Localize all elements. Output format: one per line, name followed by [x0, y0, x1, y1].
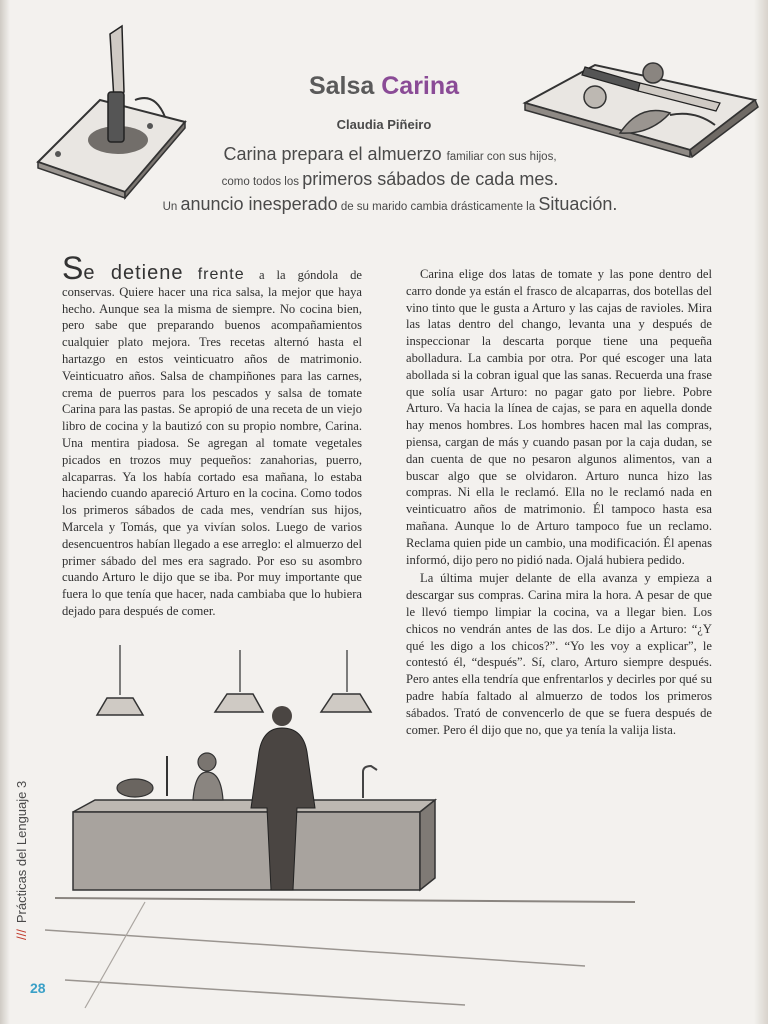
right-paragraph-2: La última mujer delante de ella avanza y empieza a descargar sus compras. Carina mira la hora. A pesar de que le llevó tiempo limpiar la cocina, va a llegar bien. Los chicos no vendrán antes de las dos. Le dijo a Arturo: “¿Y qué les digo a los chicos?”. “Yo les voy a explicar”, le contestó él, “después”. Sí, claro, Arturo siempre después. Pero antes ella tendría que enfrentarlos y decirles por qué su padre había faltado al almuerzo de todos los primeros sábados. Trató de convencerlo de que se fuera después de comer. Pero él dijo que no, que ya tenía la valija lista.	[406, 571, 712, 737]
right-paragraph-1: Carina elige dos latas de tomate y las pone dentro del carro donde ya están el frasco de alcaparras, dos botellas del vino tinto que le gusta a Arturo y las cajas de ravioles. Mira las latas dentro del chango, levanta una y después de inspeccionar la descarta porque tiene una pequeña abolladura. La cambia por otra. Por qué escoger una lata abollada si la cobran igual que las sanas. Recuerda una frase que solía usar Arturo: no pagar gato por liebre. Pobre Arturo. Va hacia la línea de cajas, se para en aquella donde hay menos hombres. Los hombres hacen mal las compras, piensa, cargan de más y cuando pasan por la caja dudan, se dan cuenta de que no pesaron algunos alimentos, van a buscar algo que se olvidaron. Arturo nunca hizo las compras. Ni ella le reclamó. Ella no le reclamó nada en veinticuatro años de matrimonio. Él tampoco hasta esa mañana. Aunque lo de Arturo tampoco fue un reclamo. Reclama quien pide un cambio, una modificación. Él apenas informó, dijo pero no pidió nada. Ojalá hubiera pedido.	[406, 267, 712, 567]
book-title: Prácticas del Lenguaje 3	[14, 780, 29, 924]
lead-l1b: prepara el almuerzo	[276, 144, 447, 164]
page-edge-left	[0, 0, 10, 1024]
slash-marker: ///	[14, 929, 29, 940]
lead-in-text-2: frente	[183, 266, 259, 283]
book-title-label	[14, 781, 29, 940]
lead-in-text: e detiene	[83, 262, 184, 284]
left-column-text: a la góndola de conservas. Quiere hacer una rica salsa, la mejor que haya hecho. Aunque sea la misma de siempre. No cocina bien, pero sabe que preparando buenos acompañamientos cualquier plato mejora. Tres recetas alternó hasta el hartazgo en estos veinticuatro años de matrimonio. Veinticuatro años. Salsa de champiñones para las carnes, crema de puerros para los pescados y salsa de tomate Carina para las pastas. Se apropió de una receta de un viejo libro de cocina y la bautizó con su propio nombre, Carina. Una mentira piadosa. Se agregan al tomate vegetales picados en trozos muy pequeños: zanahorias, puerro, alcaparras. Ya los había cortado esa mañana, lo estaba haciendo cuando apareció Arturo en la cocina. Como todos los primeros sábados de cada mes, vendrían sus hijos, Marcela y Tomás, que ya vivían solos. Luego de varios desencuentros habían llegado a ese arreglo: el almuerzo del primer sábado del mes era sagrado. Por eso su asombro cuando Arturo le dijo que se iba. Por muy importante que fuera lo que tenía que hacer, nada cambiaba que lo hubiera dejado para después de comer.	[62, 268, 362, 618]
lead-l2a: como todos los	[221, 176, 303, 188]
lead-l3d: Situación.	[538, 194, 618, 214]
left-column	[62, 250, 362, 622]
kitchen-scene-illustration	[45, 640, 645, 1010]
lead-l3c: de su marido cambia drásticamente la	[337, 201, 539, 213]
story-title-plain: Salsa	[308, 72, 382, 100]
lead-line-1	[140, 143, 640, 168]
page-number: 28	[30, 980, 46, 996]
story-title-accent: Carina	[381, 72, 460, 100]
lead-l3a: Un	[162, 201, 181, 213]
story-title	[0, 72, 768, 101]
drop-cap: S	[62, 250, 84, 286]
lead-line-2	[140, 168, 640, 193]
lead-l3b: anuncio inesperado	[180, 194, 338, 214]
lead-l2b: primeros sábados de cada mes.	[302, 169, 559, 189]
lead-line-3	[140, 193, 640, 218]
left-paragraph	[62, 250, 362, 620]
story-lead	[140, 143, 640, 218]
story-author: Claudia Piñeiro	[336, 117, 432, 132]
lead-l1a: Carina	[223, 144, 277, 164]
lead-l1c: familiar con sus hijos,	[446, 151, 557, 163]
